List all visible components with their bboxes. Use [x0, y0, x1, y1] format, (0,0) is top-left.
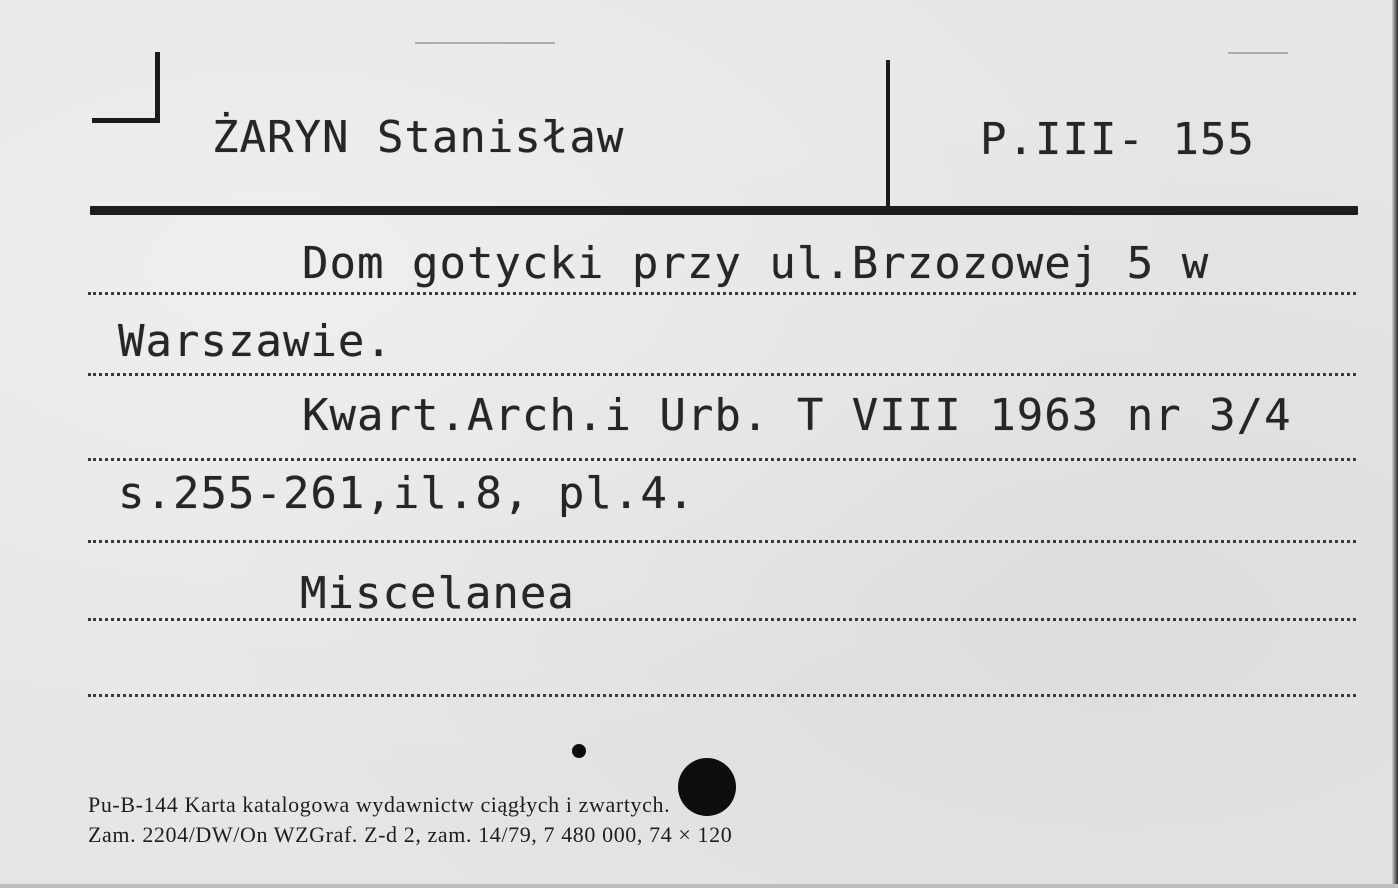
corner-mark-vertical [155, 52, 160, 122]
card-edge-bottom [0, 884, 1398, 888]
title-line-1: Dom gotycki przy ul.Brzozowej 5 w [302, 238, 1210, 289]
footer-line-1: Pu-B-144 Karta katalogowa wydawnictw ciągłych i zwartych. [88, 792, 671, 817]
ruled-line [88, 618, 1356, 621]
corner-mark-horizontal [92, 118, 160, 123]
author-name: ŻARYN Stanisław [212, 112, 625, 163]
source-line-2: s.255-261,il.8, pl.4. [118, 468, 696, 519]
header-rule [90, 206, 1358, 215]
source-line-1: Kwart.Arch.i Urb. T VIII 1963 nr 3/4 [302, 390, 1292, 441]
ruled-line [88, 458, 1356, 461]
print-smudge [415, 42, 555, 44]
print-smudge [1228, 52, 1288, 54]
ruled-line [88, 694, 1356, 697]
header-divider [886, 60, 890, 210]
card-edge-right [1392, 0, 1398, 888]
footer-line-2: Zam. 2204/DW/On WZGraf. Z-d 2, zam. 14/79, 7 480 000, 74 × 120 [88, 822, 733, 847]
ruled-line [88, 540, 1356, 543]
ruled-line [88, 292, 1356, 295]
category-label: Miscelanea [300, 568, 575, 619]
title-line-2: Warszawie. [118, 316, 393, 367]
call-number: P.III- 155 [980, 114, 1255, 165]
punch-hole-mark [572, 744, 586, 758]
ink-blot [678, 758, 736, 816]
ruled-line [88, 373, 1356, 376]
